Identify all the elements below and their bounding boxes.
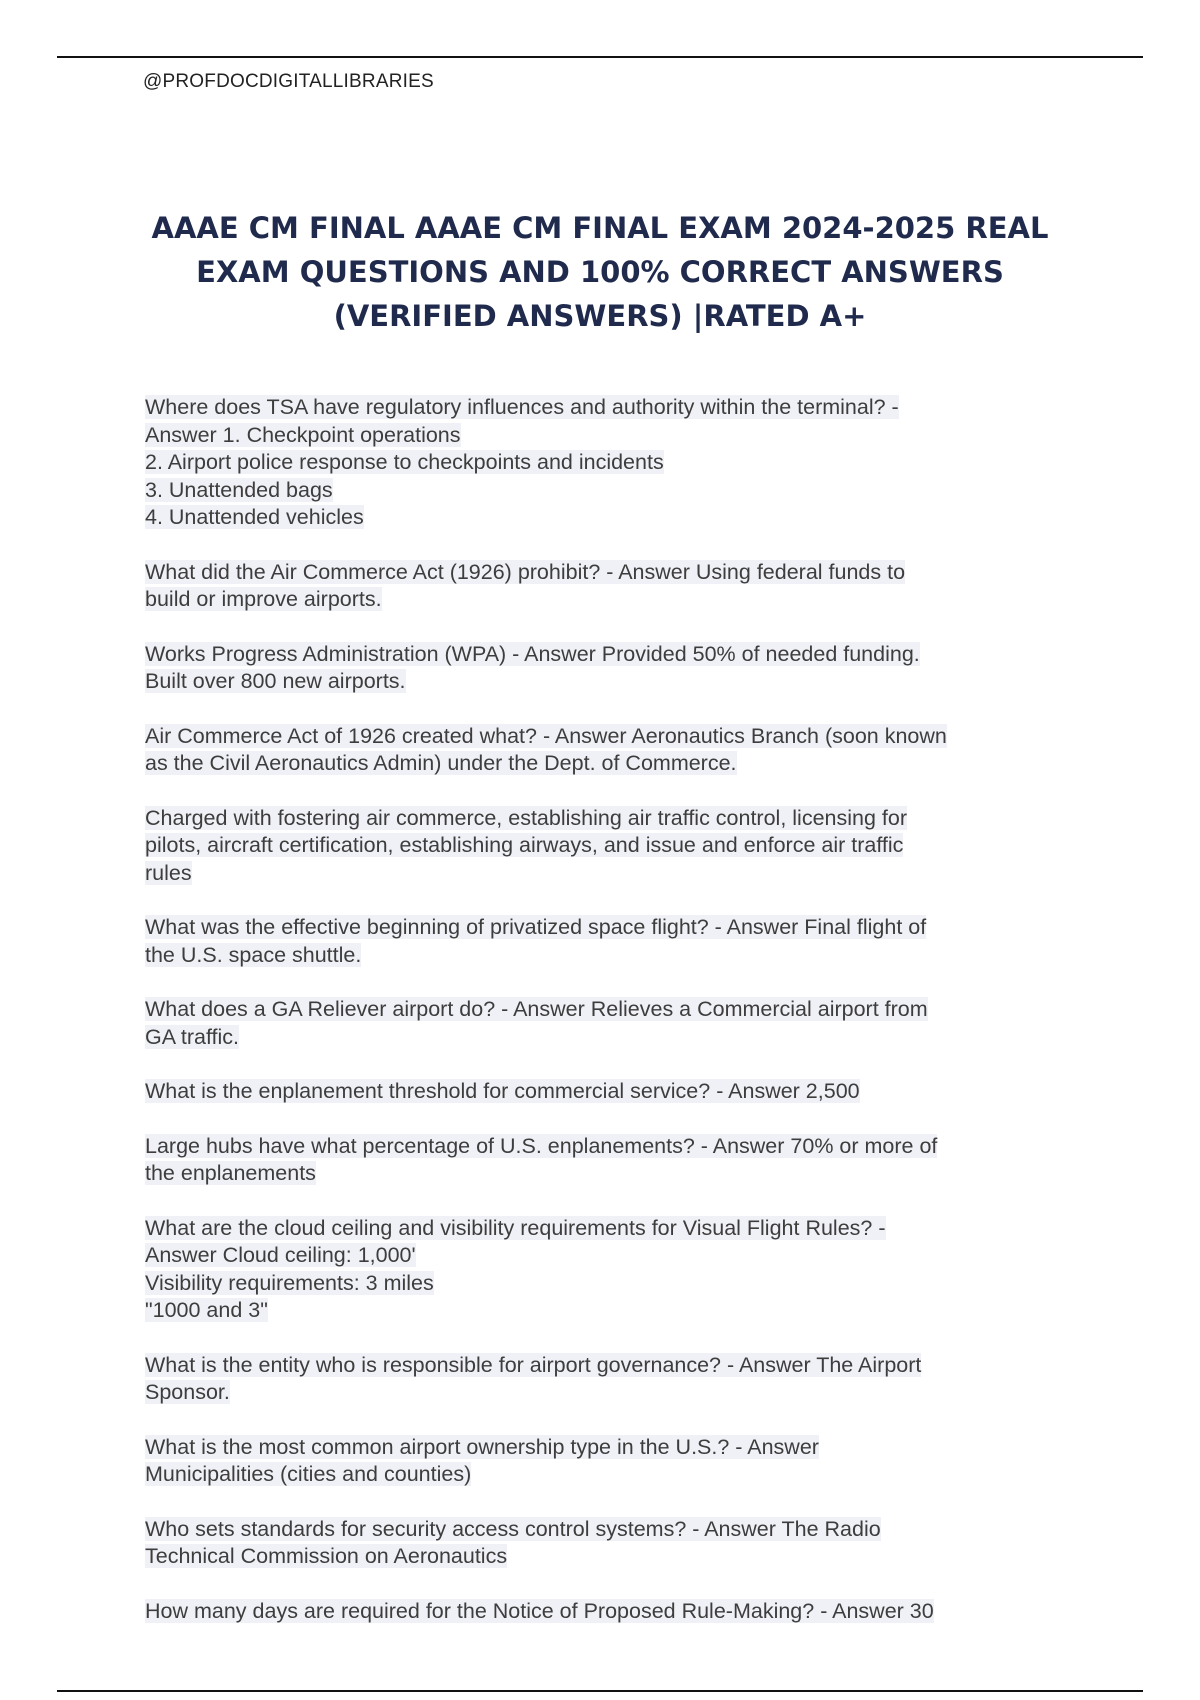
qa-line: Built over 800 new airports. — [145, 669, 406, 693]
qa-line: Works Progress Administration (WPA) - Answer Provided 50% of needed funding. — [145, 641, 920, 666]
qa-line: What is the entity who is responsible for airport governance? - Answer The Airport — [145, 1352, 922, 1377]
qa-item — [145, 805, 1065, 888]
qa-line: What did the Air Commerce Act (1926) prohibit? - Answer Using federal funds to — [145, 559, 906, 584]
qa-line: 2. Airport police response to checkpoints and incidents — [145, 450, 664, 474]
qa-item — [145, 996, 1065, 1051]
qa-list — [145, 394, 1065, 1652]
title-line: AAAE CM FINAL AAAE CM FINAL EXAM 2024-2025 REAL — [151, 211, 1049, 245]
qa-line: What are the cloud ceiling and visibility requirements for Visual Flight Rules? - — [145, 1215, 886, 1240]
qa-line: Sponsor. — [145, 1380, 230, 1404]
qa-line: Air Commerce Act of 1926 created what? - Answer Aeronautics Branch (soon known — [145, 723, 947, 748]
qa-line: the enplanements — [145, 1161, 316, 1185]
title-line: (VERIFIED ANSWERS) |RATED A+ — [333, 299, 867, 333]
qa-line: Charged with fostering air commerce, establishing air traffic control, licensing for — [145, 805, 907, 830]
qa-line: What was the effective beginning of privatized space flight? - Answer Final flight of — [145, 915, 927, 939]
qa-line: Technical Commission on Aeronautics — [145, 1544, 508, 1568]
qa-line: the U.S. space shuttle. — [145, 942, 362, 967]
qa-item — [145, 723, 1065, 778]
qa-line: build or improve airports. — [145, 587, 382, 611]
title-line: EXAM QUESTIONS AND 100% CORRECT ANSWERS — [196, 255, 1004, 289]
qa-item — [145, 1434, 1065, 1489]
qa-line: rules — [145, 860, 192, 885]
qa-line: pilots, aircraft certification, establishing airways, and issue and enforce air traffic — [145, 833, 904, 857]
qa-line: Answer Cloud ceiling: 1,000' — [145, 1243, 416, 1267]
bottom-rule — [57, 1690, 1143, 1692]
qa-item — [145, 1078, 1065, 1106]
qa-line: Large hubs have what percentage of U.S. enplanements? - Answer 70% or more of — [145, 1133, 938, 1158]
qa-item — [145, 1133, 1065, 1188]
qa-item — [145, 1352, 1065, 1407]
qa-line: 4. Unattended vehicles — [145, 505, 364, 529]
qa-item — [145, 394, 1065, 532]
qa-line: What is the most common airport ownership type in the U.S.? - Answer — [145, 1434, 819, 1459]
qa-line: Where does TSA have regulatory influences and authority within the terminal? - — [145, 395, 899, 419]
qa-line: 3. Unattended bags — [145, 477, 333, 502]
document-title — [140, 206, 1060, 338]
qa-line: Who sets standards for security access control systems? - Answer The Radio — [145, 1516, 881, 1541]
qa-item — [145, 641, 1065, 696]
qa-line: How many days are required for the Notice of Proposed Rule-Making? - Answer 30 — [145, 1598, 934, 1623]
header-label: @PROFDOCDIGITALLIBRARIES — [143, 71, 434, 92]
qa-line: What is the enplanement threshold for commercial service? - Answer 2,500 — [145, 1079, 860, 1103]
qa-line: Answer 1. Checkpoint operations — [145, 422, 461, 447]
qa-item — [145, 914, 1065, 969]
qa-item — [145, 559, 1065, 614]
qa-line: Municipalities (cities and counties) — [145, 1462, 472, 1486]
qa-line: What does a GA Reliever airport do? - Answer Relieves a Commercial airport from — [145, 997, 928, 1021]
qa-item — [145, 1516, 1065, 1571]
qa-line: "1000 and 3" — [145, 1298, 268, 1322]
qa-line: GA traffic. — [145, 1024, 239, 1049]
qa-line: as the Civil Aeronautics Admin) under the Dept. of Commerce. — [145, 751, 737, 775]
qa-item — [145, 1598, 1065, 1626]
qa-item — [145, 1215, 1065, 1325]
top-rule — [57, 56, 1143, 58]
qa-line: Visibility requirements: 3 miles — [145, 1270, 434, 1295]
